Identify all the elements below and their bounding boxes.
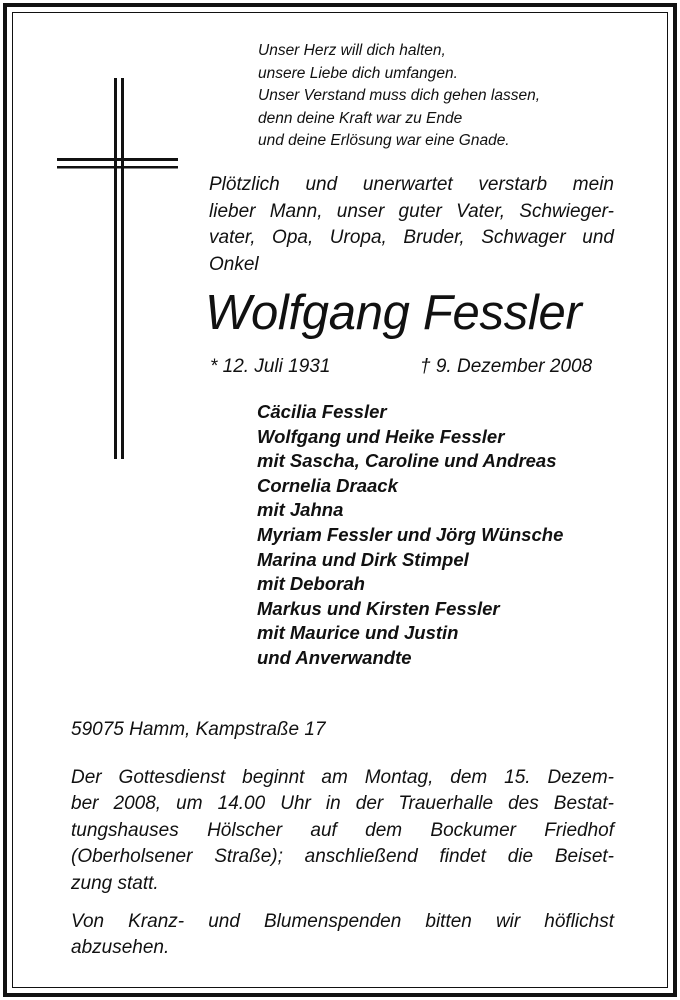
service-line: ber 2008, um 14.00 Uhr in der Trauerhalle des Bestat- <box>71 793 614 815</box>
poem-line: unsere Liebe dich umfangen. <box>258 64 458 82</box>
birth-date: * 12. Juli 1931 <box>210 356 331 377</box>
service-line: zung statt. <box>71 872 159 894</box>
service-line: tungshauses Hölscher auf dem Bockumer Friedhof <box>71 819 614 841</box>
death-date: † 9. Dezember 2008 <box>420 356 593 377</box>
announcement-line: Onkel <box>209 253 259 275</box>
announcement-text <box>209 172 614 278</box>
mourners-list <box>257 400 563 671</box>
announcement-line: vater, Opa, Uropa, Bruder, Schwager und <box>209 227 614 248</box>
memorial-poem <box>258 40 540 153</box>
mourner-entry: Cornelia Draack <box>257 474 398 496</box>
deceased-name: Wolfgang Fessler <box>205 286 582 340</box>
mourner-entry: mit Maurice und Justin <box>257 622 459 644</box>
mourner-entry: und Anverwandte <box>257 646 412 668</box>
service-line: (Oberholsener Straße); anschließend findet die Beiset- <box>71 846 614 868</box>
funeral-service-text <box>71 765 614 897</box>
mourner-entry: Cäcilia Fessler <box>257 401 387 422</box>
mourner-entry: Wolfgang und Heike Fessler <box>257 425 505 447</box>
announcement-line: lieber Mann, unser guter Vater, Schwieger- <box>209 200 614 222</box>
service-line: Der Gottesdienst beginnt am Montag, dem 15. Dezem- <box>71 767 614 788</box>
mourner-entry: Markus und Kirsten Fessler <box>257 597 500 619</box>
closing-line: abzusehen. <box>71 937 170 959</box>
mourner-entry: mit Jahna <box>257 499 344 521</box>
mourner-entry: Marina und Dirk Stimpel <box>257 548 469 570</box>
announcement-line: Plötzlich und unerwartet verstarb mein <box>209 174 614 195</box>
mourner-entry: mit Deborah <box>257 573 365 595</box>
family-address: 59075 Hamm, Kampstraße 17 <box>71 719 326 740</box>
poem-line: und deine Erlösung war eine Gnade. <box>258 132 510 149</box>
closing-line: Von Kranz- und Blumenspenden bitten wir höflichst <box>71 911 614 932</box>
poem-line: Unser Herz will dich halten, <box>258 42 446 59</box>
poem-line: denn deine Kraft war zu Ende <box>258 109 463 127</box>
poem-line: Unser Verstand muss dich gehen lassen, <box>258 87 541 104</box>
mourner-entry: Myriam Fessler und Jörg Wünsche <box>257 523 564 545</box>
flowers-request-text <box>71 909 614 962</box>
mourner-entry: mit Sascha, Caroline und Andreas <box>257 450 557 472</box>
